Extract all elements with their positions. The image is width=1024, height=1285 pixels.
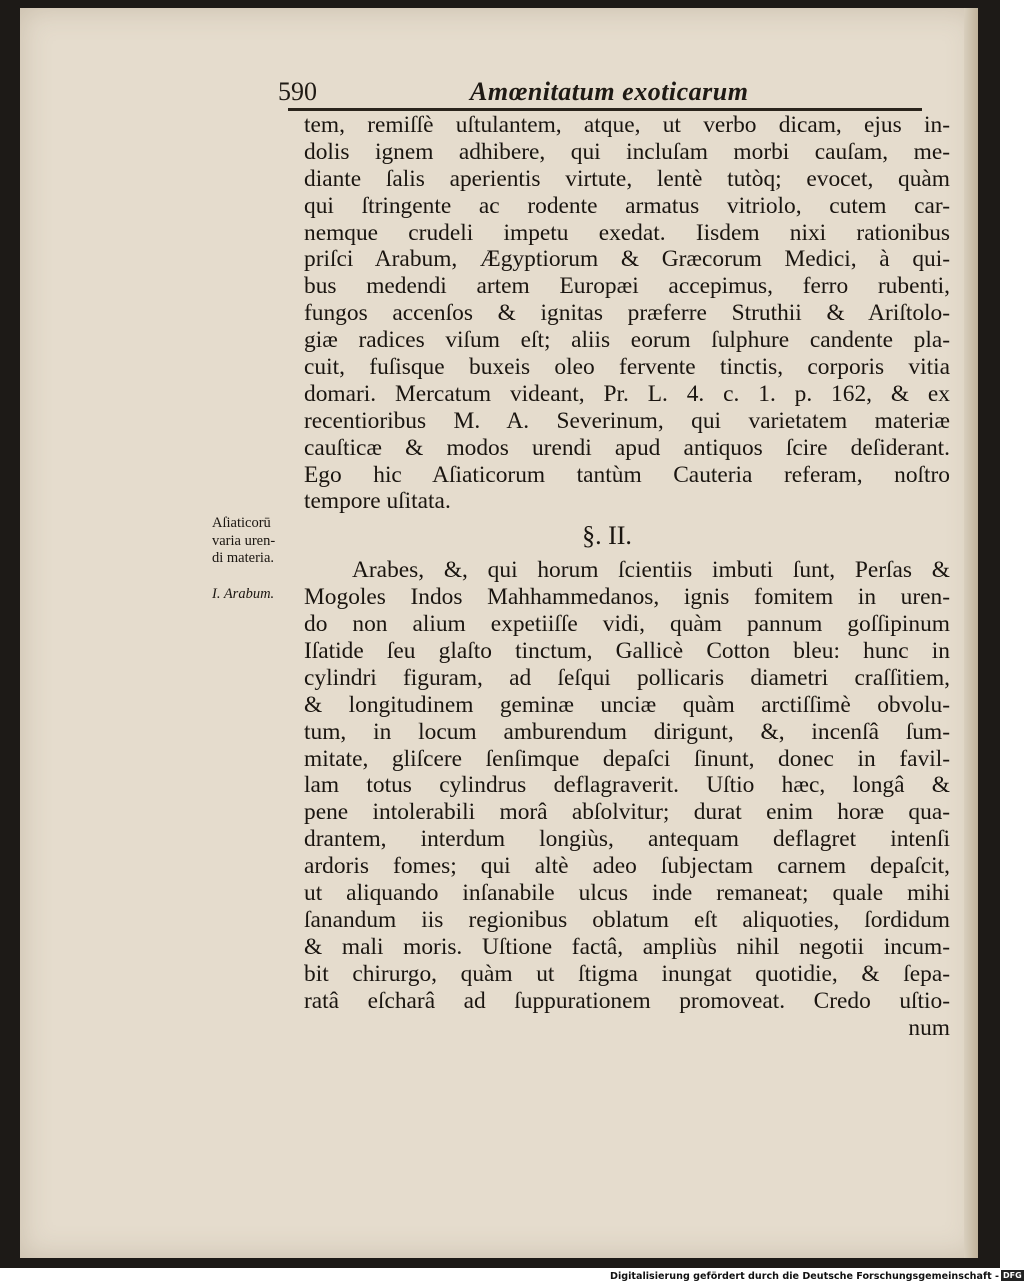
text-line: cylindri figuram, ad ſeſqui pollicaris diametri craſſitiem, <box>304 664 950 691</box>
text-line: domari. Mercatum videant, Pr. L. 4. c. 1. p. 162, & ex <box>304 380 950 407</box>
text-line: tem, remiſſè uſtulantem, atque, ut verbo dicam, ejus in- <box>304 112 950 138</box>
margin-note-line: varia uren- <box>212 532 276 549</box>
text-line: recentioribus M. A. Severinum, qui varietatem materiæ <box>304 407 950 434</box>
text-line: bus medendi artem Europæi accepimus, ferro rubenti, <box>304 273 950 300</box>
section-heading: §. II. <box>582 521 632 551</box>
body-text <box>304 112 950 1041</box>
text-line: ardoris fomes; qui altè adeo ſubjectam carnem depaſcit, <box>304 853 950 880</box>
header-rule <box>288 108 922 111</box>
text-line: bit chirurgo, quàm ut ſtigma inungat quotidie, & ſepa- <box>304 960 950 987</box>
text-line: pene intolerabili morâ abſolvitur; durat enim horæ qua- <box>304 799 950 826</box>
text-line: drantem, interdum longiùs, antequam deflagret intenſi <box>304 826 950 853</box>
text-line: giæ radices viſum eſt; aliis eorum ſulphure candente pla- <box>304 327 950 354</box>
margin-note-line: Aſiaticorū <box>212 515 271 531</box>
footer-text: Digitalisierung gefördert durch die Deutsche Forschungsgemeinschaft - <box>610 1271 1000 1282</box>
text-line: ut aliquando inſanabile ulcus inde remaneat; quale mihi <box>304 880 950 907</box>
dfg-logo: DFG <box>1003 1271 1022 1280</box>
page-number: 590 <box>278 77 317 106</box>
text-line: Ego hic Aſiaticorum tantùm Cauteria referam, noſtro <box>304 461 950 488</box>
text-line: diante ſalis aperientis virtute, lentè tutòq; evocet, quàm <box>304 165 950 192</box>
text-line: tum, in locum amburendum dirigunt, &, incenſâ ſum- <box>304 718 950 745</box>
text-line: ratâ eſcharâ ad ſuppurationem promoveat. Credo uſtio- <box>304 987 950 1014</box>
text-line: lam totus cylindrus deflagraverit. Uſtio hæc, longâ & <box>304 772 950 799</box>
text-line: Mogoles Indos Mahhammedanos, ignis fomitem in uren- <box>304 584 950 611</box>
text-line: & mali moris. Uſtione factâ, ampliùs nihil negotii incum- <box>304 933 950 960</box>
text-line: mitate, gliſcere ſenſimque depaſci ſinunt, donec in favil- <box>304 745 950 772</box>
margin-note-line: di materia. <box>212 550 275 566</box>
text-line: cauſticæ & modos urendi apud antiquos ſcire deſiderant. <box>304 434 950 461</box>
text-line: tempore uſitata. <box>304 488 451 515</box>
margin-note-materia <box>212 515 304 568</box>
text-line: dolis ignem adhibere, qui incluſam morbi cauſam, me- <box>304 138 950 165</box>
text-line: Iſatide ſeu glaſto tinctum, Gallicè Cotton bleu: hunc in <box>304 638 950 665</box>
text-line: & longitudinem geminæ unciæ quàm arctiſſimè obvolu- <box>304 691 950 718</box>
text-line: Arabes, &, qui horum ſcientiis imbuti ſunt, Perſas & <box>352 557 950 584</box>
margin-note-arabum: I. Arabum. <box>212 586 275 602</box>
running-title: Amœnitatum exoticarum <box>470 77 749 106</box>
text-line: fungos accenſos & ignitas præferre Struthii & Ariſtolo- <box>304 300 950 327</box>
running-head <box>278 75 958 111</box>
text-line: priſci Arabum, Ægyptiorum & Græcorum Medici, à qui- <box>304 246 950 273</box>
text-line: do non alium expetiiſſe vidi, quàm pannum goſſipinum <box>304 611 950 638</box>
page-edge <box>964 8 978 1258</box>
footer-credit <box>610 1269 1022 1285</box>
text-line: ſanandum iis regionibus oblatum eſt aliquoties, ſordidum <box>304 906 950 933</box>
catchword: num <box>908 1014 950 1041</box>
text-line: qui ſtringente ac rodente armatus vitriolo, cutem car- <box>304 192 950 219</box>
text-line: nemque crudeli impetu exedat. Iisdem nixi rationibus <box>304 219 950 246</box>
text-line: cuit, fuſisque buxeis oleo fervente tinctis, corporis vitia <box>304 354 950 381</box>
